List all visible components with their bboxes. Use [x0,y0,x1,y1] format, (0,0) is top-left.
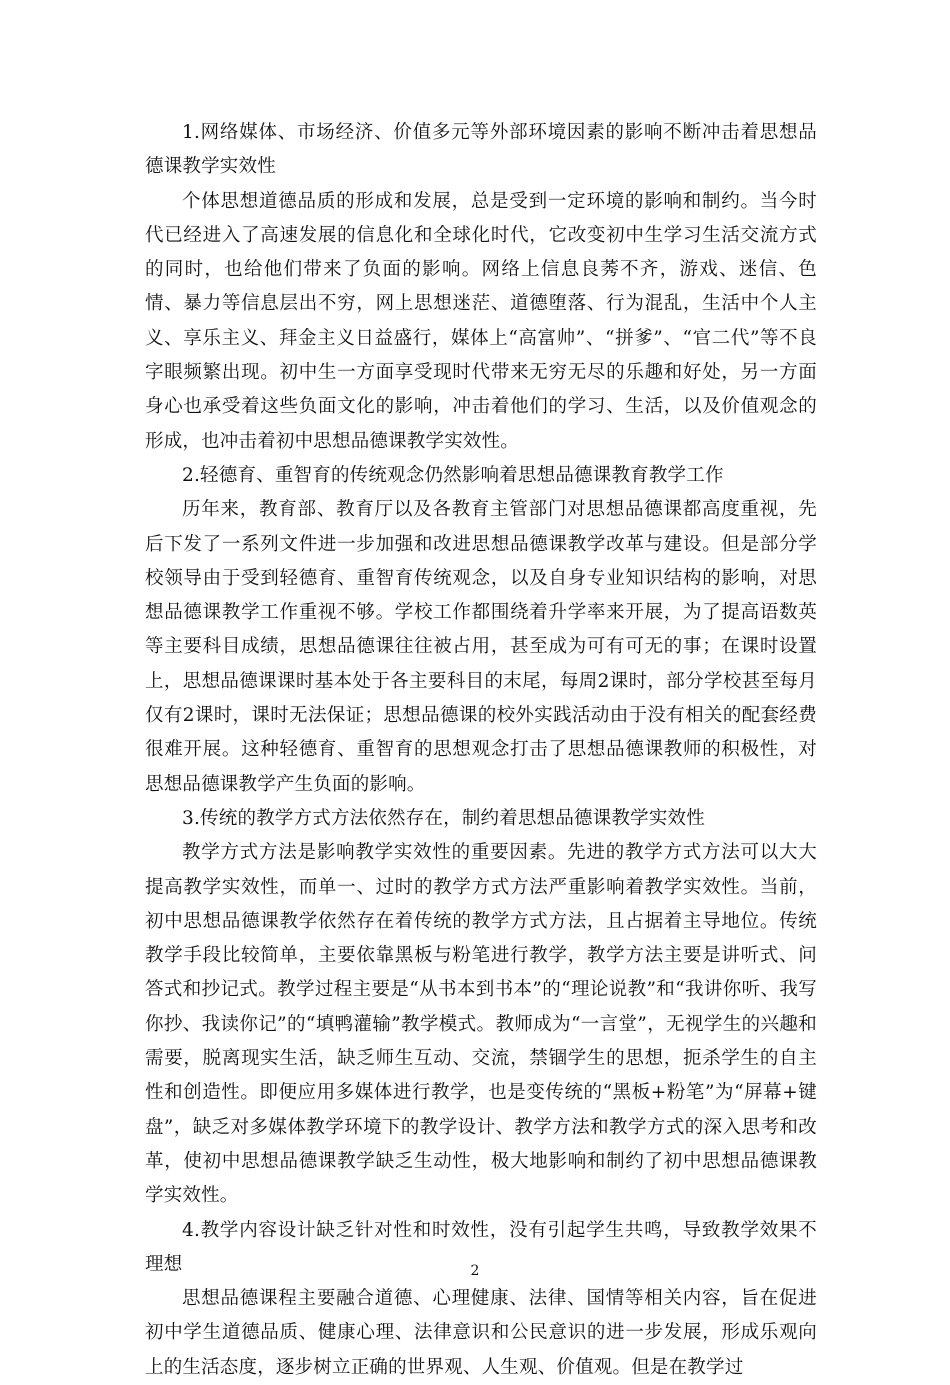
body-paragraph-4: 思想品德课程主要融合道德、心理健康、法律、国情等相关内容，旨在促进初中学生道德品质、健康心理、法律意识和公民意识的进一步发展，形成乐观向上的生活态度，逐步树立正确的世界观、人生观、价值观。但是在教学过 [145,1288,817,1378]
body-paragraph-3: 教学方式方法是影响教学实效性的重要因素。先进的教学方式方法可以大大提高教学实效性，而单一、过时的教学方式方法严重影响着教学实效性。当前，初中思想品德课教学依然存在着传统的教学方式方法，且占据着主导地位。传统教学手段比较简单，主要依靠黑板与粉笔进行教学，教学方法主要是讲听式、问答式和抄记式。教学过程主要是“从书本到书本”的“理论说教”和“我讲你听、我写你抄、我读你记”的“填鸭灌输”教学模式。教师成为“一言堂”，无视学生的兴趣和需要，脱离现实生活，缺乏师生互动、交流，禁锢学生的思想，扼杀学生的自主性和创造性。即便应用多媒体进行教学，也是变传统的“黑板+粉笔”为“屏幕+键盘”，缺乏对多媒体教学环境下的教学设计、教学方法和教学方式的深入思考和改革，使初中思想品德课教学缺乏生动性，极大地影响和制约了初中思想品德课教学实效性。 [145,842,817,1207]
body-paragraph-2: 历年来，教育部、教育厅以及各教育主管部门对思想品德课都高度重视，先后下发了一系列文件进一步加强和改进思想品德课教学改革与建设。但是部分学校领导由于受到轻德育、重智育传统观念，以及自身专业知识结构的影响，对思想品德课教学工作重视不够。学校工作都围绕着升学率来开展，为了提高语数英等主要科目成绩，思想品德课往往被占用，甚至成为可有可无的事；在课时设置上，思想品德课课时基本处于各主要科目的末尾，每周2课时，部分学校甚至每月仅有2课时，课时无法保证；思想品德课的校外实践活动由于没有相关的配套经费很难开展。这种轻德育、重智育的思想观念打击了思想品德课教师的积极性，对思想品德课教学产生负面的影响。 [145,499,817,795]
document-body [145,116,817,1385]
section-heading-2: 2.轻德育、重智育的传统观念仍然影响着思想品德课教育教学工作 [182,464,724,486]
body-paragraph-1: 个体思想道德品质的形成和发展，总是受到一定环境的影响和制约。当今时代已经进入了高速发展的信息化和全球化时代，它改变初中生学习生活交流方式的同时，也给他们带来了负面的影响。网络上信息良莠不齐，游戏、迷信、色情、暴力等信息层出不穷，网上思想迷茫、道德堕落、行为混乱，生活中个人主义、享乐主义、拜金主义日益盛行，媒体上“高富帅”、“拼爹”、“官二代”等不良字眼频繁出现。初中生一方面享受现时代带来无穷无尽的乐趣和好处，另一方面身心也承受着这些负面文化的影响，冲击着他们的学习、生活，以及价值观念的形成，也冲击着初中思想品德课教学实效性。 [145,190,817,452]
section-heading-1: 1.网络媒体、市场经济、价值多元等外部环境因素的影响不断冲击着思想品德课教学实效性 [145,122,817,178]
page-number: 2 [470,1263,480,1279]
section-heading-4: 4.教学内容设计缺乏针对性和时效性，没有引起学生共鸣，导致教学效果不理想 [145,1219,817,1275]
section-heading-3: 3.传统的教学方式方法依然存在，制约着思想品德课教学实效性 [182,807,705,829]
